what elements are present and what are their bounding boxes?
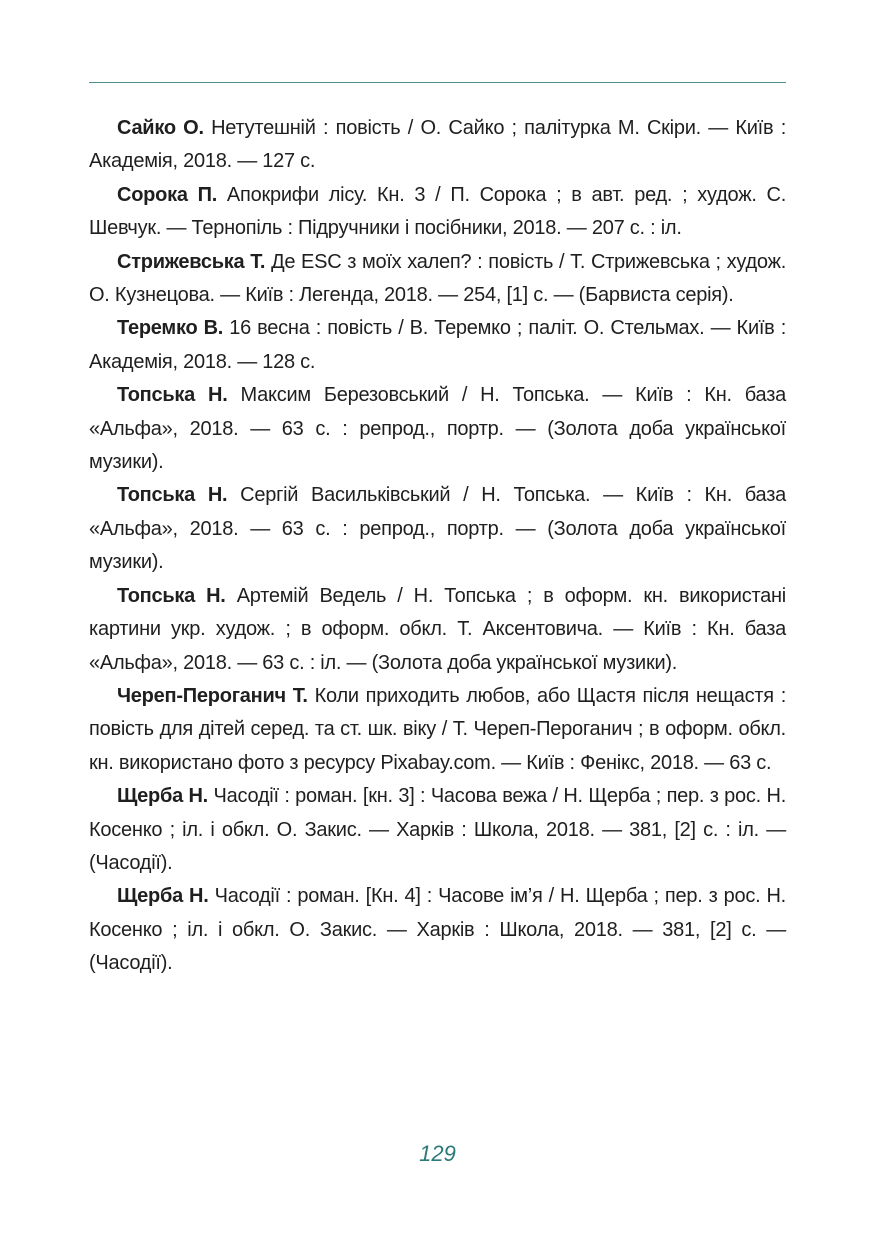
entry-text: Апокрифи лісу. Кн. 3 / П. Сорока ; в авт. ред. ; худож. С. Шевчук. — Тернопіль : Підручники і посібники, 2018. — 207 с. : іл. <box>89 183 786 240</box>
entry-author: Щерба Н. <box>117 885 209 908</box>
entry-author: Щерба Н. <box>117 785 208 808</box>
page-number: 129 <box>419 1141 456 1166</box>
bibliography-list <box>89 112 786 981</box>
entry-author: Стрижевська Т. <box>117 250 266 273</box>
bibliography-entry <box>89 379 786 479</box>
entry-author: Топська Н. <box>117 484 228 507</box>
entry-text: Артемій Ведель / Н. Топська ; в оформ. кн. використані картини укр. худож. ; в оформ. обкл. Т. Аксентовича. — Київ : Кн. база «Альфа», 2018. — 63 с. : іл. — (Золота доба української музики). <box>89 584 786 674</box>
top-rule <box>89 82 786 83</box>
bibliography-entry <box>89 179 786 246</box>
bibliography-entry <box>89 312 786 379</box>
entry-author: Теремко В. <box>117 317 224 340</box>
entry-text: Часодії : роман. [Кн. 4] : Часове ім’я / Н. Щерба ; пер. з рос. Н. Косенко ; іл. і обкл. О. Закис. — Харків : Школа, 2018. — 381, [2] с. — (Часодії). <box>89 885 786 975</box>
bibliography-entry <box>89 246 786 313</box>
entry-text: Коли приходить любов, або Щастя після нещастя : повість для дітей серед. та ст. шк. віку / Т. Череп-Пероганич ; в оформ. обкл. кн. використано фото з ресурсу Pixabay.com. — Київ : Фенікс, 2018. — 63 с. <box>89 684 787 774</box>
entry-text: Сергій Васильківський / Н. Топська. — Київ : Кн. база «Альфа», 2018. — 63 с. : репрод., портр. — (Золота доба української музики). <box>89 484 786 574</box>
bibliography-entry <box>89 112 786 179</box>
entry-text: Максим Березовський / Н. Топська. — Київ : Кн. база «Альфа», 2018. — 63 с. : репрод., портр. — (Золота доба української музики). <box>89 384 786 474</box>
entry-author: Сорока П. <box>117 183 218 206</box>
bibliography-entry <box>89 479 786 579</box>
bibliography-entry <box>89 780 786 880</box>
entry-author: Топська Н. <box>117 384 228 407</box>
entry-author: Топська Н. <box>117 584 226 607</box>
entry-author: Череп-Пероганич Т. <box>117 684 308 707</box>
bibliography-entry <box>89 580 786 680</box>
entry-text: Нетутешній : повість / О. Сайко ; палітурка М. Скіри. — Київ : Академія, 2018. — 127 с. <box>89 117 786 173</box>
bibliography-entry <box>89 880 786 980</box>
bibliography-entry <box>89 680 786 780</box>
entry-author: Сайко О. <box>117 117 204 139</box>
entry-text: Часодії : роман. [кн. 3] : Часова вежа / Н. Щерба ; пер. з рос. Н. Косенко ; іл. і обкл. О. Закис. — Харків : Школа, 2018. — 381, [2] с. : іл. — (Часодії). <box>89 785 787 874</box>
entry-text: Де ESC з моїх халеп? : повість / Т. Стрижевська ; худож. О. Кузнецова. — Київ : Легенда, 2018. — 254, [1] с. — (Барвиста серія). <box>89 250 787 307</box>
entry-text: 16 весна : повість / В. Теремко ; паліт. О. Стельмах. — Київ : Академія, 2018. — 128 с. <box>89 317 787 373</box>
